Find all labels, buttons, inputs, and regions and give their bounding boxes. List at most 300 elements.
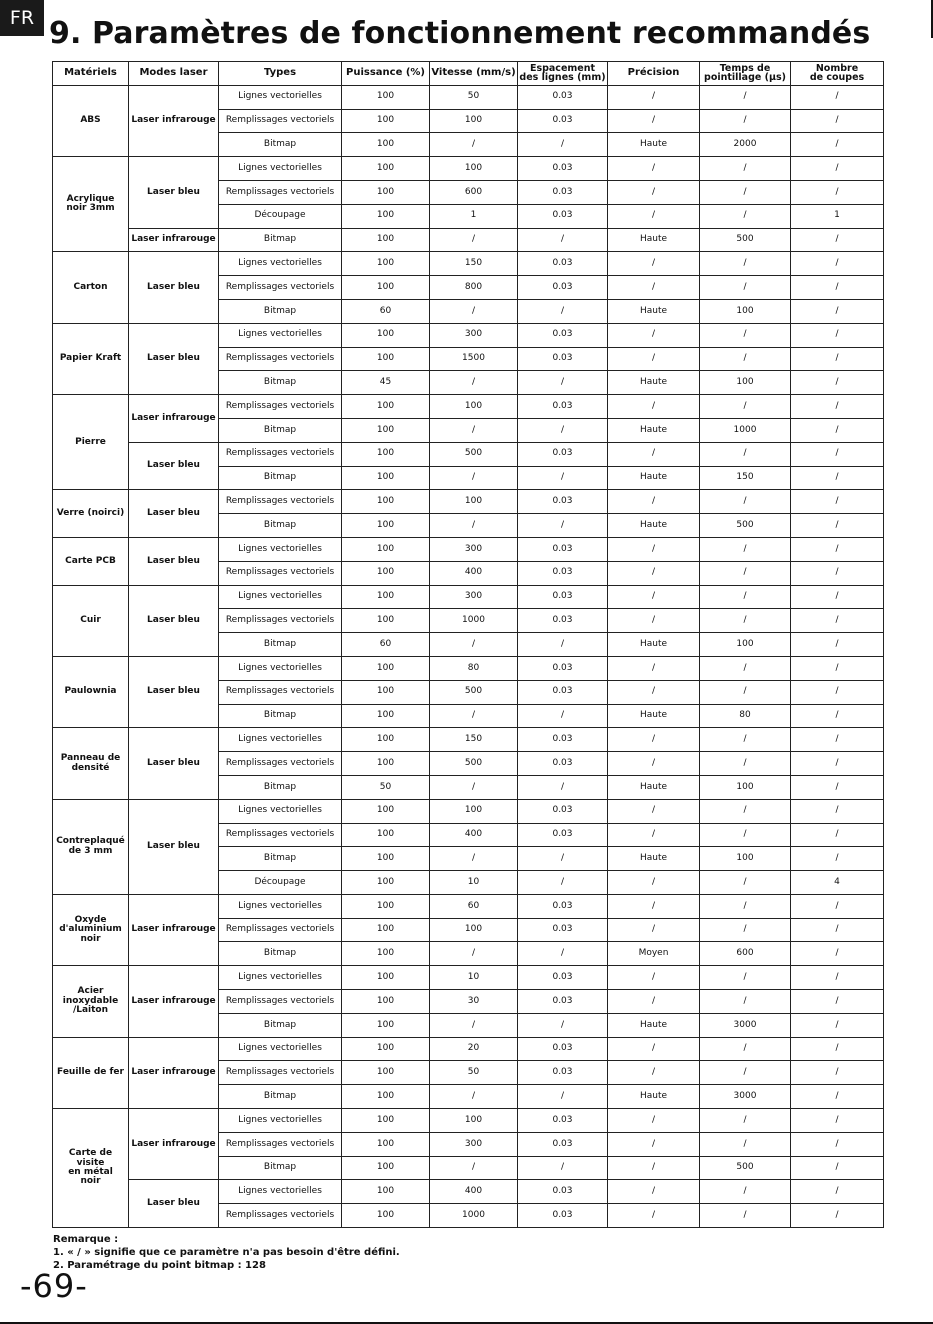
cell-precision: / <box>608 1132 700 1156</box>
cell-cut-passes: / <box>791 133 884 157</box>
page-number: -69- <box>20 1267 88 1305</box>
cell-cut-passes: / <box>791 1037 884 1061</box>
cell-precision: / <box>608 585 700 609</box>
cell-type: Lignes vectorielles <box>219 1037 342 1061</box>
cell-cut-passes: / <box>791 585 884 609</box>
cell-type: Lignes vectorielles <box>219 585 342 609</box>
laser-mode: Laser bleu <box>129 799 219 894</box>
cell-type: Remplissages vectoriels <box>219 490 342 514</box>
cell-dot-time: / <box>700 252 791 276</box>
cell-power: 100 <box>342 133 430 157</box>
table-row <box>53 442 884 466</box>
laser-mode: Laser bleu <box>129 252 219 323</box>
cell-dot-time: / <box>700 585 791 609</box>
cell-dot-time: / <box>700 894 791 918</box>
cell-type: Remplissages vectoriels <box>219 1204 342 1228</box>
cell-power: 100 <box>342 680 430 704</box>
cell-precision: Haute <box>608 228 700 252</box>
cell-power: 100 <box>342 252 430 276</box>
cell-power: 100 <box>342 1109 430 1133</box>
cell-type: Lignes vectorielles <box>219 1180 342 1204</box>
cell-cut-passes: / <box>791 276 884 300</box>
cell-type: Remplissages vectoriels <box>219 990 342 1014</box>
cell-type: Remplissages vectoriels <box>219 395 342 419</box>
cell-cut-passes: / <box>791 942 884 966</box>
cell-power: 100 <box>342 1180 430 1204</box>
cell-precision: / <box>608 442 700 466</box>
cell-line-spacing: 0.03 <box>518 490 608 514</box>
material-name: Pierre <box>53 395 129 490</box>
cell-precision: Haute <box>608 466 700 490</box>
cell-precision: / <box>608 537 700 561</box>
cell-cut-passes: / <box>791 561 884 585</box>
cell-speed: / <box>430 942 518 966</box>
cell-type: Bitmap <box>219 418 342 442</box>
cell-cut-passes: / <box>791 85 884 109</box>
cell-type: Bitmap <box>219 371 342 395</box>
header-laser-modes: Modes laser <box>129 62 219 86</box>
cell-power: 100 <box>342 656 430 680</box>
cell-line-spacing: 0.03 <box>518 728 608 752</box>
cell-dot-time: 80 <box>700 704 791 728</box>
cell-speed: 300 <box>430 537 518 561</box>
header-precision: Précision <box>608 62 700 86</box>
cell-dot-time: / <box>700 680 791 704</box>
cell-line-spacing: 0.03 <box>518 799 608 823</box>
cell-type: Lignes vectorielles <box>219 323 342 347</box>
table-row <box>53 966 884 990</box>
header-cut-passes: Nombre de coupes <box>791 62 884 86</box>
laser-mode: Laser infrarouge <box>129 228 219 252</box>
cell-precision: / <box>608 347 700 371</box>
cell-precision: Haute <box>608 775 700 799</box>
cell-speed: 50 <box>430 1061 518 1085</box>
cell-type: Remplissages vectoriels <box>219 1061 342 1085</box>
cell-dot-time: / <box>700 395 791 419</box>
cell-dot-time: / <box>700 728 791 752</box>
cell-precision: / <box>608 561 700 585</box>
laser-mode: Laser infrarouge <box>129 395 219 443</box>
cell-cut-passes: / <box>791 252 884 276</box>
cell-type: Bitmap <box>219 299 342 323</box>
laser-mode: Laser infrarouge <box>129 85 219 156</box>
cell-precision: / <box>608 680 700 704</box>
cell-line-spacing: 0.03 <box>518 276 608 300</box>
cell-power: 100 <box>342 1132 430 1156</box>
material-name: Carton <box>53 252 129 323</box>
table-row <box>53 157 884 181</box>
table-row <box>53 799 884 823</box>
cell-type: Lignes vectorielles <box>219 894 342 918</box>
cell-type: Remplissages vectoriels <box>219 561 342 585</box>
cell-line-spacing: 0.03 <box>518 395 608 419</box>
cell-type: Lignes vectorielles <box>219 728 342 752</box>
cell-type: Bitmap <box>219 1156 342 1180</box>
cell-dot-time: / <box>700 180 791 204</box>
cell-cut-passes: / <box>791 490 884 514</box>
cell-precision: / <box>608 85 700 109</box>
cell-cut-passes: / <box>791 157 884 181</box>
cell-line-spacing: 0.03 <box>518 918 608 942</box>
table-body <box>53 85 884 1227</box>
cell-precision: / <box>608 990 700 1014</box>
cell-speed: 500 <box>430 752 518 776</box>
cell-precision: / <box>608 204 700 228</box>
cell-line-spacing: 0.03 <box>518 585 608 609</box>
cell-speed: 150 <box>430 728 518 752</box>
laser-mode: Laser bleu <box>129 442 219 490</box>
cell-speed: 1 <box>430 204 518 228</box>
cell-precision: / <box>608 180 700 204</box>
cell-cut-passes: / <box>791 1156 884 1180</box>
cell-power: 100 <box>342 728 430 752</box>
cell-speed: 60 <box>430 894 518 918</box>
cell-precision: / <box>608 894 700 918</box>
cell-line-spacing: / <box>518 1013 608 1037</box>
cell-power: 50 <box>342 775 430 799</box>
cell-power: 100 <box>342 537 430 561</box>
cell-cut-passes: / <box>791 228 884 252</box>
cell-speed: 300 <box>430 585 518 609</box>
cell-power: 100 <box>342 823 430 847</box>
cell-cut-passes: 1 <box>791 204 884 228</box>
cell-speed: 100 <box>430 490 518 514</box>
cell-type: Remplissages vectoriels <box>219 918 342 942</box>
cell-speed: / <box>430 1156 518 1180</box>
cell-precision: Haute <box>608 1085 700 1109</box>
cell-type: Lignes vectorielles <box>219 85 342 109</box>
cell-line-spacing: / <box>518 704 608 728</box>
cell-speed: / <box>430 633 518 657</box>
cell-cut-passes: / <box>791 609 884 633</box>
cell-power: 100 <box>342 395 430 419</box>
cell-precision: / <box>608 823 700 847</box>
cell-type: Bitmap <box>219 514 342 538</box>
cell-precision: Haute <box>608 514 700 538</box>
cell-type: Bitmap <box>219 1013 342 1037</box>
cell-power: 100 <box>342 1037 430 1061</box>
cell-dot-time: / <box>700 323 791 347</box>
table-row <box>53 252 884 276</box>
header-speed: Vitesse (mm/s) <box>430 62 518 86</box>
cell-power: 100 <box>342 966 430 990</box>
cell-cut-passes: / <box>791 466 884 490</box>
cell-speed: 300 <box>430 1132 518 1156</box>
note-item-2: 2. Paramétrage du point bitmap : 128 <box>53 1260 266 1271</box>
cell-line-spacing: 0.03 <box>518 157 608 181</box>
cell-precision: / <box>608 609 700 633</box>
cell-line-spacing: / <box>518 1156 608 1180</box>
cell-dot-time: / <box>700 1204 791 1228</box>
cell-line-spacing: 0.03 <box>518 561 608 585</box>
cell-precision: Haute <box>608 133 700 157</box>
cell-dot-time: / <box>700 442 791 466</box>
cell-line-spacing: 0.03 <box>518 752 608 776</box>
cell-power: 100 <box>342 799 430 823</box>
cell-precision: / <box>608 109 700 133</box>
cell-power: 100 <box>342 466 430 490</box>
cell-precision: / <box>608 799 700 823</box>
cell-speed: 500 <box>430 680 518 704</box>
cell-dot-time: 500 <box>700 1156 791 1180</box>
language-badge: FR <box>0 0 44 36</box>
laser-mode: Laser infrarouge <box>129 1109 219 1180</box>
cell-speed: / <box>430 371 518 395</box>
cell-power: 100 <box>342 109 430 133</box>
cell-speed: / <box>430 847 518 871</box>
cell-line-spacing: 0.03 <box>518 442 608 466</box>
table-row <box>53 585 884 609</box>
cell-power: 100 <box>342 85 430 109</box>
cell-dot-time: / <box>700 799 791 823</box>
cell-line-spacing: / <box>518 371 608 395</box>
cell-precision: / <box>608 752 700 776</box>
cell-precision: Haute <box>608 1013 700 1037</box>
cell-cut-passes: / <box>791 418 884 442</box>
cell-precision: Haute <box>608 847 700 871</box>
cell-power: 100 <box>342 228 430 252</box>
cell-dot-time: / <box>700 1061 791 1085</box>
cell-cut-passes: / <box>791 823 884 847</box>
cell-dot-time: / <box>700 966 791 990</box>
laser-mode: Laser infrarouge <box>129 966 219 1037</box>
cell-speed: 100 <box>430 799 518 823</box>
table-row <box>53 323 884 347</box>
material-name: Feuille de fer <box>53 1037 129 1108</box>
cell-type: Bitmap <box>219 942 342 966</box>
cell-type: Bitmap <box>219 1085 342 1109</box>
cell-cut-passes: / <box>791 1061 884 1085</box>
cell-type: Remplissages vectoriels <box>219 442 342 466</box>
cell-power: 100 <box>342 918 430 942</box>
cell-type: Bitmap <box>219 633 342 657</box>
cell-dot-time: / <box>700 823 791 847</box>
cell-dot-time: 600 <box>700 942 791 966</box>
cell-type: Remplissages vectoriels <box>219 752 342 776</box>
cell-type: Remplissages vectoriels <box>219 680 342 704</box>
cell-dot-time: 150 <box>700 466 791 490</box>
cell-speed: 10 <box>430 871 518 895</box>
cell-speed: / <box>430 418 518 442</box>
cell-speed: 50 <box>430 85 518 109</box>
parameters-table <box>52 61 884 1228</box>
cell-speed: 100 <box>430 395 518 419</box>
cell-speed: / <box>430 704 518 728</box>
cell-power: 100 <box>342 276 430 300</box>
cell-type: Découpage <box>219 204 342 228</box>
cell-power: 100 <box>342 442 430 466</box>
cell-speed: 800 <box>430 276 518 300</box>
material-name: Cuir <box>53 585 129 656</box>
laser-mode: Laser bleu <box>129 585 219 656</box>
cell-speed: 500 <box>430 442 518 466</box>
cell-type: Bitmap <box>219 466 342 490</box>
cell-line-spacing: / <box>518 133 608 157</box>
table-row <box>53 728 884 752</box>
cell-cut-passes: / <box>791 799 884 823</box>
cell-power: 100 <box>342 1013 430 1037</box>
cell-cut-passes: / <box>791 1132 884 1156</box>
cell-dot-time: / <box>700 537 791 561</box>
cell-cut-passes: / <box>791 442 884 466</box>
cell-cut-passes: / <box>791 323 884 347</box>
cell-power: 100 <box>342 157 430 181</box>
cell-dot-time: 3000 <box>700 1013 791 1037</box>
cell-power: 100 <box>342 1156 430 1180</box>
cell-line-spacing: / <box>518 466 608 490</box>
cell-line-spacing: / <box>518 514 608 538</box>
table-row <box>53 537 884 561</box>
page-title: 9. Paramètres de fonctionnement recommandés <box>49 16 871 51</box>
cell-speed: 10 <box>430 966 518 990</box>
cell-dot-time: / <box>700 990 791 1014</box>
material-name: Carte PCB <box>53 537 129 585</box>
cell-precision: Haute <box>608 633 700 657</box>
cell-line-spacing: / <box>518 775 608 799</box>
cell-dot-time: 500 <box>700 514 791 538</box>
cell-precision: / <box>608 871 700 895</box>
material-name: Acrylique noir 3mm <box>53 157 129 252</box>
cell-line-spacing: 0.03 <box>518 1109 608 1133</box>
cell-speed: 1000 <box>430 609 518 633</box>
cell-precision: / <box>608 276 700 300</box>
material-name: Carte de visite en métal noir <box>53 1109 129 1228</box>
cell-line-spacing: / <box>518 228 608 252</box>
cell-precision: / <box>608 728 700 752</box>
cell-line-spacing: 0.03 <box>518 180 608 204</box>
cell-type: Bitmap <box>219 704 342 728</box>
cell-power: 100 <box>342 609 430 633</box>
laser-mode: Laser infrarouge <box>129 894 219 965</box>
cell-speed: / <box>430 466 518 490</box>
notes-block <box>53 1233 400 1272</box>
cell-cut-passes: / <box>791 847 884 871</box>
cell-cut-passes: / <box>791 752 884 776</box>
cell-line-spacing: / <box>518 299 608 323</box>
cell-precision: Haute <box>608 704 700 728</box>
cell-precision: Haute <box>608 299 700 323</box>
cell-cut-passes: 4 <box>791 871 884 895</box>
cell-line-spacing: 0.03 <box>518 85 608 109</box>
cell-precision: / <box>608 490 700 514</box>
cell-dot-time: 2000 <box>700 133 791 157</box>
cell-dot-time: / <box>700 1037 791 1061</box>
cell-dot-time: 100 <box>700 299 791 323</box>
material-name: Contreplaqué de 3 mm <box>53 799 129 894</box>
cell-type: Remplissages vectoriels <box>219 109 342 133</box>
table-row <box>53 894 884 918</box>
cell-power: 100 <box>342 514 430 538</box>
cell-speed: 400 <box>430 561 518 585</box>
cell-dot-time: / <box>700 1109 791 1133</box>
material-name: Oxyde d'aluminium noir <box>53 894 129 965</box>
cell-type: Remplissages vectoriels <box>219 180 342 204</box>
cell-speed: 600 <box>430 180 518 204</box>
cell-speed: 1000 <box>430 1204 518 1228</box>
cell-cut-passes: / <box>791 918 884 942</box>
cell-precision: / <box>608 1180 700 1204</box>
cell-line-spacing: / <box>518 871 608 895</box>
cell-dot-time: 100 <box>700 847 791 871</box>
cell-dot-time: / <box>700 85 791 109</box>
cell-precision: / <box>608 656 700 680</box>
cell-cut-passes: / <box>791 514 884 538</box>
cell-cut-passes: / <box>791 728 884 752</box>
cell-cut-passes: / <box>791 1109 884 1133</box>
cell-speed: 100 <box>430 109 518 133</box>
cell-cut-passes: / <box>791 1085 884 1109</box>
cell-speed: 300 <box>430 323 518 347</box>
laser-mode: Laser bleu <box>129 656 219 727</box>
cell-line-spacing: 0.03 <box>518 1204 608 1228</box>
table-row <box>53 395 884 419</box>
cell-precision: Haute <box>608 418 700 442</box>
cell-power: 60 <box>342 299 430 323</box>
cell-dot-time: / <box>700 204 791 228</box>
cell-power: 100 <box>342 1061 430 1085</box>
cell-speed: / <box>430 228 518 252</box>
cell-type: Lignes vectorielles <box>219 537 342 561</box>
cell-speed: 30 <box>430 990 518 1014</box>
cell-dot-time: / <box>700 656 791 680</box>
cell-dot-time: / <box>700 157 791 181</box>
cell-precision: / <box>608 1037 700 1061</box>
cell-type: Bitmap <box>219 775 342 799</box>
cell-type: Bitmap <box>219 847 342 871</box>
cell-precision: / <box>608 252 700 276</box>
cell-type: Remplissages vectoriels <box>219 823 342 847</box>
cell-dot-time: / <box>700 871 791 895</box>
cell-type: Remplissages vectoriels <box>219 347 342 371</box>
cell-power: 100 <box>342 323 430 347</box>
cell-precision: Moyen <box>608 942 700 966</box>
cell-cut-passes: / <box>791 990 884 1014</box>
table-row <box>53 85 884 109</box>
cell-speed: 400 <box>430 823 518 847</box>
cell-power: 100 <box>342 204 430 228</box>
cell-power: 100 <box>342 585 430 609</box>
cell-speed: 400 <box>430 1180 518 1204</box>
material-name: Papier Kraft <box>53 323 129 394</box>
cell-power: 100 <box>342 180 430 204</box>
cell-type: Bitmap <box>219 133 342 157</box>
cell-cut-passes: / <box>791 775 884 799</box>
cell-dot-time: 1000 <box>700 418 791 442</box>
cell-line-spacing: 0.03 <box>518 323 608 347</box>
cell-power: 100 <box>342 561 430 585</box>
cell-dot-time: / <box>700 752 791 776</box>
cell-power: 100 <box>342 1085 430 1109</box>
cell-dot-time: / <box>700 347 791 371</box>
cell-speed: 150 <box>430 252 518 276</box>
cell-precision: / <box>608 323 700 347</box>
cell-cut-passes: / <box>791 371 884 395</box>
cell-dot-time: / <box>700 490 791 514</box>
cell-line-spacing: 0.03 <box>518 1180 608 1204</box>
cell-precision: / <box>608 157 700 181</box>
cell-cut-passes: / <box>791 704 884 728</box>
cell-dot-time: 100 <box>700 775 791 799</box>
cell-line-spacing: 0.03 <box>518 537 608 561</box>
laser-mode: Laser infrarouge <box>129 1037 219 1108</box>
cell-cut-passes: / <box>791 180 884 204</box>
cell-type: Lignes vectorielles <box>219 966 342 990</box>
cell-type: Bitmap <box>219 228 342 252</box>
cell-dot-time: 100 <box>700 371 791 395</box>
table-header-row <box>53 62 884 86</box>
cell-line-spacing: 0.03 <box>518 204 608 228</box>
cell-speed: / <box>430 299 518 323</box>
